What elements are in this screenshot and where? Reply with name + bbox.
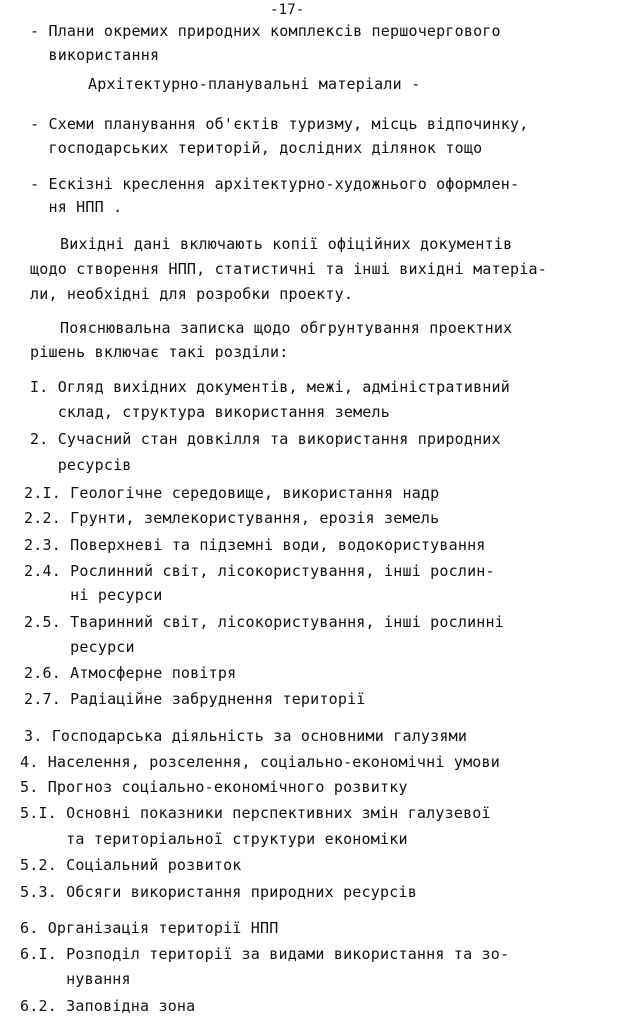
text-line: - Схеми планування об'єктів туризму, місць відпочинку, [30,115,529,133]
text-line: 3. Господарська діяльність за основними галузями [24,727,468,745]
text-line: Вихідні дані включають копії офіційних документів [60,235,513,253]
text-line: I. Огляд вихідних документів, межі, адміністративний [30,378,510,396]
text-line: 5.I. Основні показники перспективних змін галузевої [20,804,491,822]
text-line: рішень включає такі розділи: [30,343,289,361]
text-line: 2.2. Грунти, землекористування, ерозія земель [24,509,440,527]
text-line: щодо створення НПП, статистичні та інші вихідні матеріа- [30,260,547,278]
text-line: 6.I. Розподіл території за видами використання та зо- [20,945,510,963]
text-line: - Ескізні креслення архітектурно-художнього оформлен- [30,175,520,193]
text-line: 2.6. Атмосферне повітря [24,664,237,682]
text-line: ли, необхідні для розробки проекту. [30,285,354,303]
text-line: Архітектурно-планувальні матеріали - [88,75,421,93]
text-line: ня НПП . [30,198,123,216]
text-line: використання [30,46,160,64]
text-line: 2. Сучасний стан довкілля та використання природних [30,430,501,448]
text-line: нування [20,970,131,988]
text-line: та територіальної структури економіки [20,830,408,848]
text-line: ресурси [24,638,135,656]
text-line: 6.2. Заповідна зона [20,997,196,1015]
text-line: 4. Населення, розселення, соціально-економічні умови [20,753,500,771]
text-line: 5.3. Обсяги використання природних ресурсів [20,883,417,901]
text-line: 5. Прогноз соціально-економічного розвитку [20,778,408,796]
text-line: 2.4. Рослинний світ, лісокористування, інші рослин- [24,562,495,580]
text-line: склад, структура використання земель [30,403,390,421]
page-number: -17- [270,2,305,18]
text-line: 5.2. Соціальний розвиток [20,856,242,874]
text-line: 2.I. Геологічне середовище, використання надр [24,484,440,502]
text-line: 2.3. Поверхневі та підземні води, водокористування [24,536,486,554]
text-line: 2.5. Тваринний світ, лісокористування, інші рослинні [24,613,504,631]
text-line: Пояснювальна записка щодо обгрунтування проектних [60,319,513,337]
text-line: ресурсів [30,456,132,474]
text-line: 2.7. Радіаційне забруднення території [24,690,366,708]
text-line: 6. Організація території НПП [20,919,279,937]
text-line: - Плани окремих природних комплексів першочергового [30,22,501,40]
text-line: ні ресурси [24,586,163,604]
text-line: господарських територій, дослідних ділянок тощо [30,139,483,157]
